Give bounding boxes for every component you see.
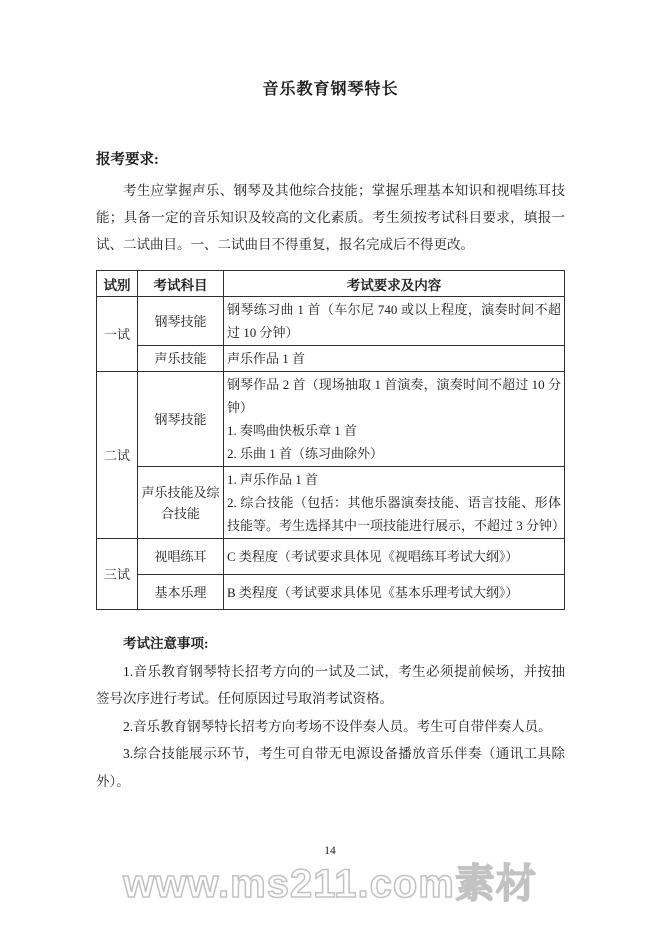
- notes-heading: 考试注意事项:: [123, 636, 209, 651]
- table-row: [97, 346, 565, 372]
- column-header-subject: 考试科目: [138, 271, 224, 297]
- content-cell: [224, 297, 565, 346]
- note-item: 2.音乐教育钢琴特长招考方向考场不设伴奏人员。考生可自带伴奏人员。: [123, 718, 552, 734]
- document-page: [96, 0, 565, 795]
- stage-cell-second: 二试: [97, 372, 138, 539]
- table-header-row: [97, 271, 565, 297]
- exam-requirements-table: [96, 270, 565, 610]
- stage-cell-first: 一试: [97, 297, 138, 372]
- page-title: 音乐教育钢琴特长: [262, 81, 399, 98]
- content-line: 声乐作品 1 首: [227, 351, 306, 366]
- requirements-paragraph: 考生应掌握声乐、钢琴及其他综合技能；掌握乐理基本知识和视唱练耳技能；具备一定的音乐知识及较高的文化素质。考生须按考试科目要求，填报一试、二试曲目。一、二试曲目不得重复，报名完成后不得更改。: [96, 183, 565, 252]
- subject-cell: 钢琴技能: [138, 297, 224, 346]
- content-line: 1. 声乐作品 1 首: [227, 472, 319, 487]
- content-line: 1. 奏鸣曲快板乐章 1 首: [227, 423, 358, 438]
- subject-cell: 声乐技能及综合技能: [138, 467, 224, 539]
- watermark: www.ms211.com素材: [123, 862, 537, 906]
- content-cell: [224, 467, 565, 539]
- note-item: 1.音乐教育钢琴特长招考方向的一试及二试，考生必须提前候场，并按抽签号次序进行考试。任何原因过号取消考试资格。: [96, 663, 565, 706]
- table-row: [97, 575, 565, 610]
- content-line: C 类程度（考试要求具体见《视唱练耳考试大纲》）: [227, 549, 519, 564]
- subject-cell: 基本乐理: [138, 575, 224, 610]
- exam-notes-section: [96, 630, 565, 795]
- content-cell: [224, 346, 565, 372]
- content-cell: [224, 372, 565, 467]
- content-line: 2. 综合技能（包括：其他乐器演奏技能、语言技能、形体技能等。考生选择其中一项技能进行展示，不超过 3 分钟）: [227, 495, 566, 533]
- subject-cell: 视唱练耳: [138, 539, 224, 575]
- content-line: B 类程度（考试要求具体见《基本乐理考试大纲》）: [227, 584, 519, 600]
- content-cell: [224, 575, 565, 610]
- stage-cell-third: 三试: [97, 539, 138, 610]
- content-cell: [224, 539, 565, 575]
- column-header-stage: 试别: [97, 271, 138, 297]
- content-line: 钢琴作品 2 首（现场抽取 1 首演奏，演奏时间不超过 10 分钟）: [227, 377, 561, 415]
- table-row: [97, 467, 565, 539]
- subject-cell: 声乐技能: [138, 346, 224, 372]
- column-header-content: 考试要求及内容: [224, 271, 565, 297]
- content-line: 2. 乐曲 1 首（练习曲除外）: [227, 446, 384, 461]
- page-number: 14: [324, 845, 336, 857]
- table-row: [97, 539, 565, 575]
- table-row: [97, 297, 565, 346]
- content-line: 钢琴练习曲 1 首（车尔尼 740 或以上程度，演奏时间不超过 10 分钟）: [227, 302, 561, 340]
- requirements-heading: 报考要求:: [96, 152, 159, 168]
- table-row: [97, 372, 565, 467]
- note-item: 3.综合技能展示环节，考生可自带无电源设备播放音乐伴奏（通讯工具除外）。: [96, 746, 565, 789]
- subject-cell: 钢琴技能: [138, 372, 224, 467]
